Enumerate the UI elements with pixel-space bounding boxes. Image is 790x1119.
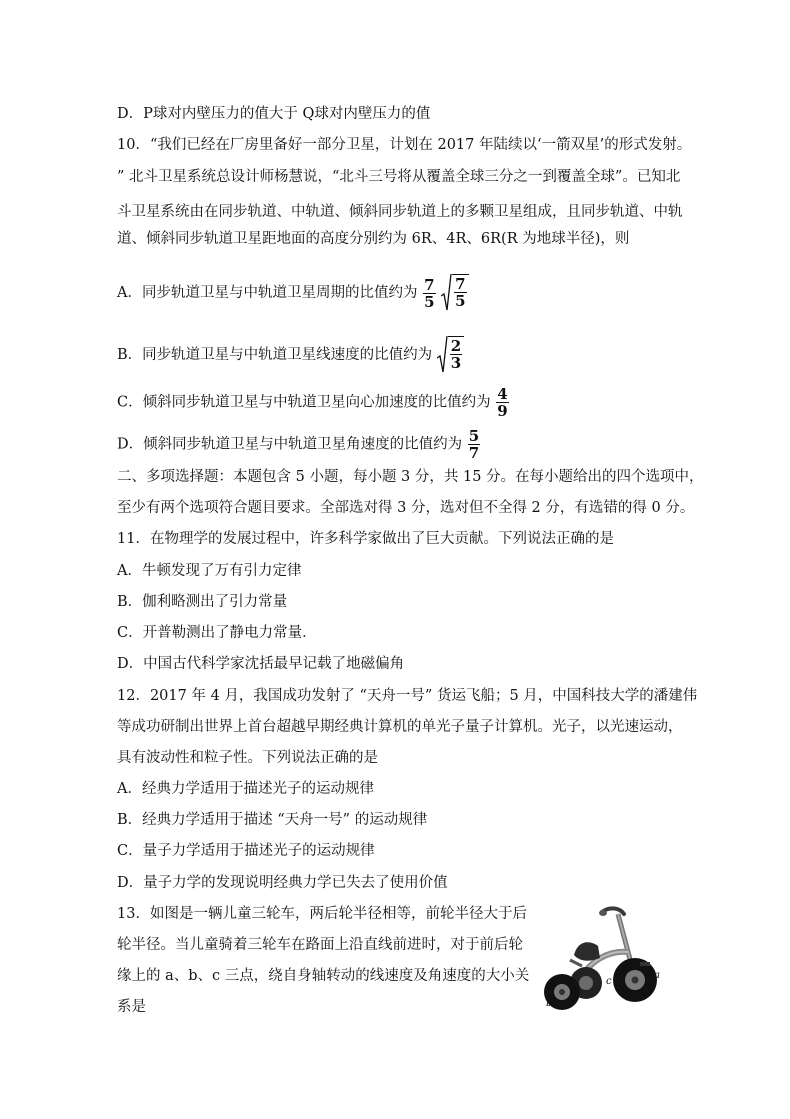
fraction-denominator: 5 [455, 292, 466, 310]
fraction-denominator: 3 [450, 354, 462, 372]
q10-option-b [117, 336, 464, 374]
q11-option-c: C．开普勒测出了静电力常量． [117, 625, 317, 641]
q10-stem-line: 道、倾斜同步轨道卫星距地面的高度分别约为 6R、4R、6R(R 为地球半径)，则 [117, 231, 630, 247]
label-c: c [606, 976, 612, 987]
q13-stem-line: 轮半径。当儿童骑着三轮车在路面上沿直线前进时，对于前后轮 [117, 937, 523, 953]
fraction-numerator: 7 [424, 275, 435, 294]
q11-stem: 11．在物理学的发展过程中，许多科学家做出了巨大贡献。下列说法正确的是 [117, 531, 614, 547]
q12-option-d: D．量子力学的发现说明经典力学已失去了使用价值 [117, 875, 448, 891]
q12-stem-line: 12．2017 年 4 月，我国成功发射了 “天舟一号” 货运飞船；5 月，中国科技大学的潘建伟 [117, 688, 698, 704]
q13-stem-line: 系是 [117, 999, 146, 1015]
q13-stem-line: 13．如图是一辆儿童三轮车，两后轮半径相等，前轮半径大于后 [117, 906, 527, 922]
q11-option-d: D．中国古代科学家沈括最早记载了地磁偏角 [117, 656, 405, 672]
fraction [468, 428, 480, 461]
q12-stem-line: 具有波动性和粒子性。下列说法正确的是 [117, 750, 378, 766]
q10-option-c [117, 386, 510, 419]
fraction [454, 276, 466, 309]
q10-option-c-text: C．倾斜同步轨道卫星与中轨道卫星向心加速度的比值约为 [117, 394, 491, 411]
fraction [423, 277, 435, 310]
q12-option-c: C．量子力学适用于描述光子的运动规律 [117, 843, 375, 859]
q9-option-d: D．P球对内壁压力的值大于 Q球对内壁压力的值 [117, 106, 431, 122]
section-instructions: 至少有两个选项符合题目要求。全部选对得 3 分，选对但不全得 2 分，有选错的得 0 分。 [117, 500, 695, 516]
fraction [496, 386, 508, 419]
q10-stem-line: 斗卫星系统由在同步轨道、中轨道、倾斜同步轨道上的多颗卫星组成，且同步轨道、中轨 [117, 204, 683, 220]
label-a: a [654, 970, 660, 981]
fraction [450, 338, 462, 371]
fraction-numerator: 5 [468, 427, 480, 445]
fraction-numerator: 7 [455, 275, 466, 293]
fraction-numerator: 2 [450, 337, 462, 355]
q10-option-d [117, 428, 481, 461]
fraction-denominator: 9 [497, 402, 508, 420]
square-root [437, 336, 464, 374]
radical-sign-icon [437, 336, 448, 374]
q11-option-a: A．牛顿发现了万有引力定律 [117, 563, 302, 579]
pedal [640, 962, 650, 966]
q13-stem-line: 缘上的 a、b、c 三点，绕自身轴转动的线速度及角速度的大小关 [117, 968, 530, 984]
fraction-numerator: 4 [497, 385, 508, 403]
q10-option-a [117, 274, 469, 312]
radical-sign-icon [441, 274, 452, 312]
label-b: b [546, 998, 553, 1009]
handlebar-grip [599, 910, 607, 916]
q10-option-a-text: A．同步轨道卫星与中轨道卫星周期的比值约为 [117, 285, 418, 301]
seat [574, 942, 600, 960]
q10-stem-line: ” 北斗卫星系统总设计师杨慧说，“北斗三号将从覆盖全球三分之一到覆盖全球”。已知北 [117, 169, 681, 185]
q10-option-b-text: B．同步轨道卫星与中轨道卫星线速度的比值约为 [117, 347, 433, 363]
square-root [441, 274, 468, 312]
tricycle-figure [540, 900, 665, 1020]
q10-stem-line: 10．“我们已经在厂房里备好一部分卫星，计划在 2017 年陆续以‘一箭双星’的形式发射。 [117, 137, 692, 153]
fraction-denominator: 5 [424, 292, 435, 311]
q10-option-d-text: D．倾斜同步轨道卫星与中轨道卫星角速度的比值约为 [117, 436, 463, 453]
fraction-denominator: 7 [468, 444, 480, 462]
q11-option-b: B．伽利略测出了引力常量 [117, 594, 288, 610]
section-heading: 二、多项选择题：本题包含 5 小题，每小题 3 分，共 15 分。在每小题给出的四个选项中， [117, 469, 704, 485]
q12-option-a: A．经典力学适用于描述光子的运动规律 [117, 781, 374, 797]
q12-stem-line: 等成功研制出世界上首台超越早期经典计算机的单光子量子计算机。光子，以光速运动， [117, 719, 683, 735]
q12-option-b: B．经典力学适用于描述 “天舟一号” 的运动规律 [117, 812, 428, 828]
